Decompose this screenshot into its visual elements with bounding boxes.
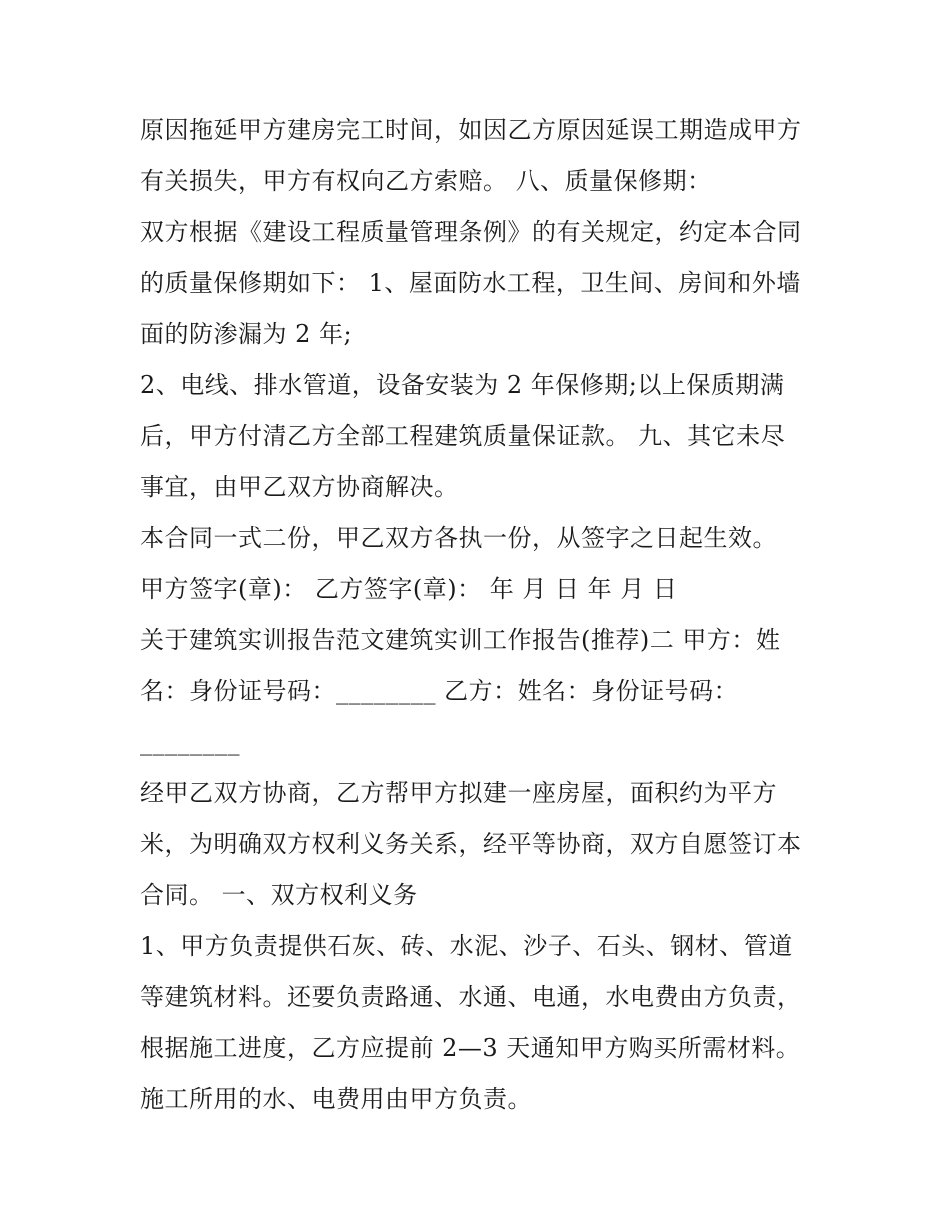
text-line: 合同。 一、双方权利义务: [140, 881, 418, 909]
signature-line: 甲方签字(章)： 乙方签字(章)： 年 月 日 年 月 日: [140, 575, 678, 603]
text-line: 1、甲方负责提供石灰、砖、水泥、沙子、石头、钢材、管道: [140, 932, 793, 960]
text-line: 根据施工进度，乙方应提前 2—3 天通知甲方购买所需材料。: [140, 1034, 801, 1062]
text-line: 原因拖延甲方建房完工时间，如因乙方原因延误工期造成甲方: [140, 116, 802, 144]
text-line: 施工所用的水、电费用由甲方负责。: [140, 1085, 532, 1113]
text-line: 名：身份证号码：________ 乙方：姓名：身份证号码：: [140, 677, 739, 705]
text-line: 2、电线、排水管道，设备安装为 2 年保修期;以上保质期满: [140, 371, 785, 399]
text-line: 的质量保修期如下： 1、屋面防水工程，卫生间、房间和外墙: [140, 269, 801, 297]
text-line: 本合同一式二份，甲乙双方各执一份，从签字之日起生效。: [140, 524, 777, 552]
text-line: 等建筑材料。还要负责路通、水通、电通，水电费由方负责，: [140, 983, 802, 1011]
text-line: 面的防渗漏为 2 年;: [140, 320, 353, 348]
text-line: 后，甲方付清乙方全部工程建筑质量保证款。 九、其它未尽: [140, 422, 786, 450]
text-line: 米，为明确双方权利义务关系，经平等协商，双方自愿签订本: [140, 830, 802, 858]
text-line: 双方根据《建设工程质量管理条例》的有关规定，约定本合同: [140, 218, 802, 246]
text-line: 经甲乙双方协商，乙方帮甲方拟建一座房屋，面积约为平方: [140, 779, 777, 807]
blank-underline: ________: [140, 728, 240, 756]
text-line: 有关损失，甲方有权向乙方索赔。 八、质量保修期：: [140, 167, 712, 195]
text-line: 事宜，由甲乙双方协商解决。: [140, 473, 459, 501]
text-line: 关于建筑实训报告范文建筑实训工作报告(推荐)二 甲方：姓: [140, 626, 781, 654]
document-body: [140, 105, 820, 1125]
